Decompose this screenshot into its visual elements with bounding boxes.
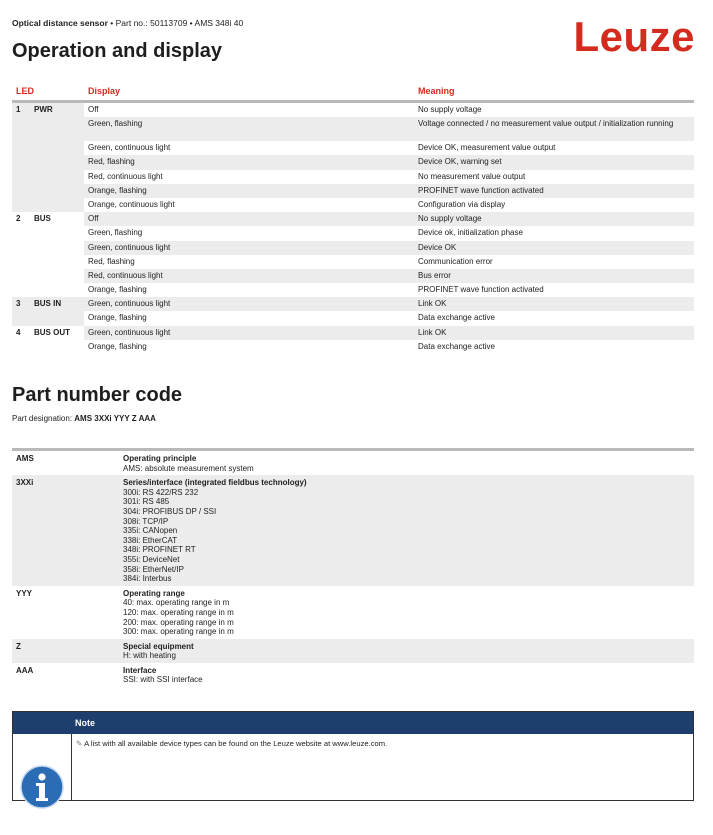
note-message: A list with all available device types can be found on the Leuze website at www.leuze.com. (84, 739, 388, 748)
led-table-row (12, 170, 694, 184)
info-icon (20, 765, 64, 809)
description-line: 300i: RS 422/RS 232 (123, 487, 199, 497)
meaning-cell: Bus error (418, 270, 451, 280)
led-number: 2 (16, 214, 21, 224)
led-table-row (12, 141, 694, 155)
part-designation-label: Part designation: (12, 414, 73, 423)
description-title: Operating range (123, 588, 185, 598)
led-group-pwr (12, 103, 694, 212)
note-icon-cell (13, 734, 72, 800)
led-label (12, 326, 84, 337)
display-cell: Green, continuous light (88, 143, 171, 153)
description-cell (123, 454, 694, 473)
description-title: Series/interface (integrated fieldbus technology) (123, 478, 307, 488)
meaning-cell: Device OK, measurement value output (418, 143, 556, 153)
description-line: AMS: absolute measurement system (123, 463, 254, 473)
display-cell: Red, continuous light (88, 171, 163, 181)
led-table-row (12, 283, 694, 297)
partnumber-row (12, 475, 694, 586)
led-table-row (12, 103, 694, 117)
led-table (12, 83, 694, 354)
led-table-row (12, 326, 694, 340)
description-cell (123, 478, 694, 584)
col-led: LED (16, 86, 34, 96)
code-cell: Z (16, 641, 21, 651)
description-line: 200: max. operating range in m (123, 617, 234, 627)
meaning-cell: PROFINET wave function activated (418, 285, 544, 295)
display-cell: Green, continuous light (88, 327, 171, 337)
note-label: Note (75, 718, 95, 728)
meaning-cell: Device OK (418, 242, 457, 252)
led-number: 3 (16, 299, 21, 309)
meaning-cell: Link OK (418, 327, 447, 337)
led-table-row (12, 184, 694, 198)
description-cell (123, 642, 694, 661)
led-table-row (12, 297, 694, 311)
led-label (12, 103, 84, 114)
led-number: 1 (16, 105, 21, 114)
led-table-body (12, 103, 694, 354)
led-table-row (12, 226, 694, 240)
description-line: 355i: DeviceNet (123, 554, 180, 564)
description-cell (123, 589, 694, 637)
part-number: • Part no.: 50113709 • AMS 348i 40 (110, 18, 244, 28)
meaning-cell: Voltage connected / no measurement value output / initialization running (418, 119, 674, 129)
led-label (12, 297, 84, 308)
meaning-cell: Communication error (418, 256, 493, 266)
description-line: 40: max. operating range in m (123, 598, 230, 608)
display-cell: Orange, flashing (88, 341, 147, 351)
description-line: 338i: EtherCAT (123, 535, 178, 545)
description-line: 304i: PROFIBUS DP / SSI (123, 506, 217, 516)
code-cell: 3XXi (16, 478, 34, 488)
led-name: BUS IN (34, 299, 62, 309)
led-group-bus (12, 212, 694, 297)
display-cell: Green, flashing (88, 119, 143, 129)
description-line: 120: max. operating range in m (123, 607, 234, 617)
led-number: 4 (16, 327, 21, 337)
led-group-bus-in (12, 297, 694, 325)
product-name: Optical distance sensor (12, 18, 108, 28)
display-cell: Green, continuous light (88, 242, 171, 252)
meaning-cell: No supply voltage (418, 214, 482, 224)
code-cell: AAA (16, 665, 34, 675)
description-line: 358i: EtherNet/IP (123, 564, 184, 574)
meaning-cell: PROFINET wave function activated (418, 185, 544, 195)
description-title: Interface (123, 665, 157, 675)
description-line: 348i: PROFINET RT (123, 545, 196, 555)
description-line: 384i: Interbus (123, 574, 172, 584)
description-line: H: with heating (123, 651, 176, 661)
led-table-row (12, 269, 694, 283)
led-table-row (12, 198, 694, 212)
led-name: PWR (34, 105, 53, 114)
description-line: 335i: CANopen (123, 526, 178, 536)
part-designation-value: AMS 3XXi YYY Z AAA (74, 414, 156, 423)
display-cell: Orange, flashing (88, 313, 147, 323)
led-table-row (12, 155, 694, 169)
display-cell: Green, flashing (88, 228, 143, 238)
col-meaning: Meaning (418, 86, 455, 96)
description-title: Special equipment (123, 641, 194, 651)
led-table-row (12, 117, 694, 141)
led-group-bus-out (12, 326, 694, 354)
meaning-cell: Device OK, warning set (418, 157, 502, 167)
leuze-logo: Leuze (573, 13, 695, 60)
description-line: 301i: RS 485 (123, 497, 170, 507)
led-table-row (12, 241, 694, 255)
pen-icon: ✎ (76, 739, 83, 748)
display-cell: Red, continuous light (88, 270, 163, 280)
display-cell: Red, flashing (88, 157, 135, 167)
partnumber-row (12, 586, 694, 639)
led-table-row (12, 311, 694, 325)
description-title: Operating principle (123, 454, 197, 463)
partnumber-table (12, 448, 694, 687)
led-table-row (12, 212, 694, 226)
led-table-header (12, 83, 694, 103)
description-line: 300: max. operating range in m (123, 627, 234, 637)
code-cell: AMS (16, 454, 34, 463)
meaning-cell: Device ok, initialization phase (418, 228, 523, 238)
display-cell: Off (88, 105, 99, 114)
meaning-cell: Data exchange active (418, 341, 495, 351)
led-table-row (12, 255, 694, 269)
meaning-cell: Configuration via display (418, 199, 506, 209)
led-name: BUS (34, 214, 51, 224)
meaning-cell: Link OK (418, 299, 447, 309)
document-header (12, 18, 243, 28)
description-line: 308i: TCP/IP (123, 516, 169, 526)
description-line: SSI: with SSI interface (123, 675, 203, 685)
partnumber-title: Part number code (12, 384, 183, 406)
display-cell: Orange, flashing (88, 185, 147, 195)
meaning-cell: Data exchange active (418, 313, 495, 323)
partnumber-row (12, 663, 694, 687)
display-cell: Orange, flashing (88, 285, 147, 295)
operation-title: Operation and display (12, 40, 223, 62)
note-header (13, 712, 693, 734)
code-cell: YYY (16, 588, 33, 598)
led-label (12, 212, 84, 223)
partnumber-row (12, 451, 694, 475)
display-cell: Off (88, 214, 99, 224)
led-table-row (12, 340, 694, 354)
partnumber-row (12, 639, 694, 663)
note-text (76, 739, 387, 748)
display-cell: Red, flashing (88, 256, 135, 266)
display-cell: Green, continuous light (88, 299, 171, 309)
led-name: BUS OUT (34, 327, 70, 337)
note-box (12, 711, 694, 801)
description-cell (123, 666, 694, 685)
col-display: Display (88, 86, 121, 96)
display-cell: Orange, continuous light (88, 199, 175, 209)
part-designation (12, 414, 156, 423)
meaning-cell: No supply voltage (418, 105, 482, 114)
meaning-cell: No measurement value output (418, 171, 526, 181)
